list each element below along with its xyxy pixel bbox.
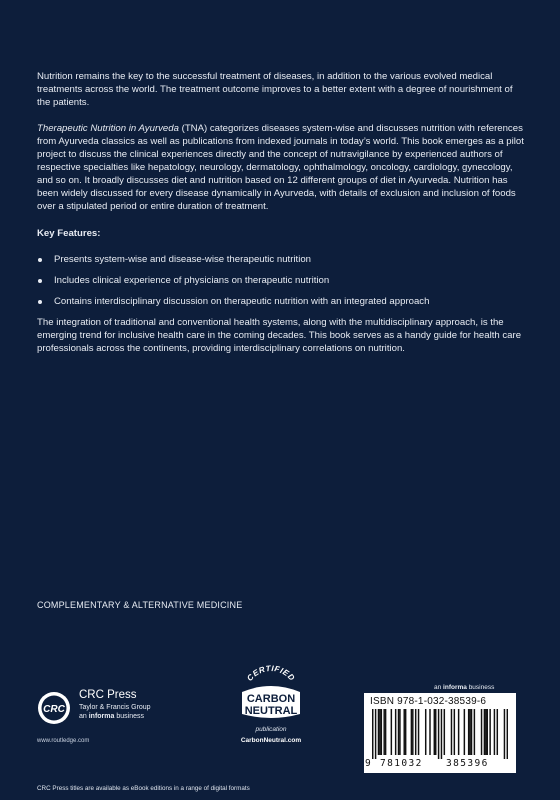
feature-text: Contains interdisciplinary discussion on therapeutic nutrition with an integrated approach bbox=[54, 296, 430, 307]
description-paragraph bbox=[37, 122, 527, 213]
ebook-footer-note: CRC Press titles are available as eBook editions in a range of digital formats bbox=[37, 785, 250, 792]
barcode-bar bbox=[405, 709, 406, 755]
publisher-tagline: an informa business bbox=[79, 713, 144, 720]
publisher-url: www.routledge.com bbox=[37, 738, 90, 744]
barcode-bar bbox=[484, 709, 485, 755]
barcode-bar bbox=[481, 709, 482, 755]
barcode-bar bbox=[507, 709, 508, 759]
crc-logo-text: CRC bbox=[43, 704, 65, 715]
svg-text:CERTIFIED bbox=[245, 664, 297, 683]
features-list bbox=[37, 253, 527, 308]
barcode-first-digit: 9 bbox=[365, 758, 371, 769]
isbn-barcode bbox=[364, 693, 516, 773]
barcode-bar bbox=[429, 709, 430, 755]
barcode-bar bbox=[381, 709, 382, 755]
carbon-certified-text: CERTIFIED bbox=[245, 663, 297, 683]
barcode-bar bbox=[372, 709, 373, 759]
barcode-bar bbox=[471, 709, 472, 755]
feature-item bbox=[37, 253, 527, 266]
barcode-bar bbox=[391, 709, 392, 755]
barcode-bar bbox=[418, 709, 419, 755]
barcode-bar bbox=[504, 709, 505, 759]
informa-business-label: an informa business bbox=[434, 684, 495, 691]
carbon-word2: NEUTRAL bbox=[244, 705, 298, 717]
barcode-bar bbox=[435, 709, 436, 755]
subject-category: COMPLEMENTARY & ALTERNATIVE MEDICINE bbox=[37, 600, 243, 610]
barcode-bar bbox=[441, 709, 442, 759]
publisher-block bbox=[37, 689, 197, 749]
barcode-bar bbox=[399, 709, 400, 755]
barcode-bar bbox=[489, 709, 490, 755]
key-features-heading: Key Features: bbox=[37, 228, 101, 239]
barcode-bar bbox=[469, 709, 470, 755]
feature-text: Includes clinical experience of physicians on therapeutic nutrition bbox=[54, 275, 330, 286]
carbon-url: CarbonNeutral.com bbox=[240, 737, 302, 744]
barcode-bar bbox=[485, 709, 486, 755]
feature-item bbox=[37, 274, 527, 287]
description-text: (TNA) categorizes diseases system-wise and discusses nutrition with references from Ayurveda classics as well as publications from indexed journals in today’s world. This book emerges as a pilot project to discuss the clinical experiences directly and the concept of nutravigilance by experienced authors of respective specialties like hepatology, neurology, dermatology, ophthalmology, oncology, cardiology, gynecology, and so on. It broadly discusses diet and nutrition based on 12 different groups of diet in Ayurveda. Nutrition has been widely discussed for every disease dynamically in Ayurveda, with details of exclusion and inclusion of foods over a stipulated period or entire duration of treatment. bbox=[37, 123, 524, 212]
feature-text: Presents system-wise and disease-wise therapeutic nutrition bbox=[54, 254, 312, 265]
barcode-bar bbox=[494, 709, 495, 755]
barcode-left-digits: 781032 bbox=[380, 758, 423, 769]
back-cover-text bbox=[37, 70, 527, 368]
barcode-bar bbox=[487, 709, 488, 755]
crc-logo-icon bbox=[37, 691, 71, 725]
barcode-bar bbox=[458, 709, 459, 755]
carbon-neutral-logo-icon bbox=[226, 662, 316, 726]
barcode-bar bbox=[415, 709, 416, 755]
book-title-inline: Therapeutic Nutrition in Ayurveda bbox=[37, 123, 179, 134]
barcode-bar bbox=[379, 709, 380, 755]
barcode-bar bbox=[425, 709, 426, 755]
intro-paragraph: Nutrition remains the key to the successful treatment of diseases, in addition to the various evolved medical treatments across the world. The treatment outcome improves to a better extent with a degree of nourishment of the patients. bbox=[37, 71, 513, 108]
barcode-bar bbox=[398, 709, 399, 755]
feature-item bbox=[37, 295, 527, 308]
bullet-icon bbox=[38, 300, 42, 304]
bullet-icon bbox=[38, 279, 42, 283]
barcode-bar bbox=[468, 709, 469, 755]
barcode-bar bbox=[378, 709, 379, 755]
bullet-icon bbox=[38, 258, 42, 262]
carbon-word1: CARBON bbox=[246, 693, 296, 705]
publisher-name: CRC Press bbox=[79, 689, 137, 701]
barcode-bar bbox=[434, 709, 435, 755]
barcode-bar bbox=[385, 709, 386, 755]
carbon-publication-label: publication bbox=[255, 726, 287, 733]
barcode-bar bbox=[375, 709, 376, 759]
barcode-bar bbox=[383, 709, 384, 755]
barcode-bar bbox=[497, 709, 498, 755]
barcode-bar bbox=[464, 709, 465, 755]
barcode-graphic bbox=[372, 709, 508, 759]
isbn-label: ISBN 978-1-032-38539-6 bbox=[370, 696, 487, 707]
barcode-right-digits: 385396 bbox=[446, 758, 489, 769]
barcode-bar bbox=[403, 709, 404, 755]
closing-paragraph: The integration of traditional and conventional health systems, along with the multidisciplinary approach, is the emerging trend for inclusive health care in the coming decades. This book serves as a handy guide for health care professionals across the continents, providing interdisciplinary correlations on nutrition. bbox=[37, 317, 522, 354]
barcode-bar bbox=[451, 709, 452, 755]
publisher-group: Taylor & Francis Group bbox=[79, 704, 151, 711]
barcode-bar bbox=[395, 709, 396, 755]
barcode-bar bbox=[438, 709, 439, 759]
barcode-bar bbox=[444, 709, 445, 755]
barcode-bar bbox=[412, 709, 413, 755]
barcode-bar bbox=[454, 709, 455, 755]
barcode-bar bbox=[411, 709, 412, 755]
carbon-neutral-badge bbox=[226, 662, 316, 750]
barcode-bar bbox=[474, 709, 475, 755]
